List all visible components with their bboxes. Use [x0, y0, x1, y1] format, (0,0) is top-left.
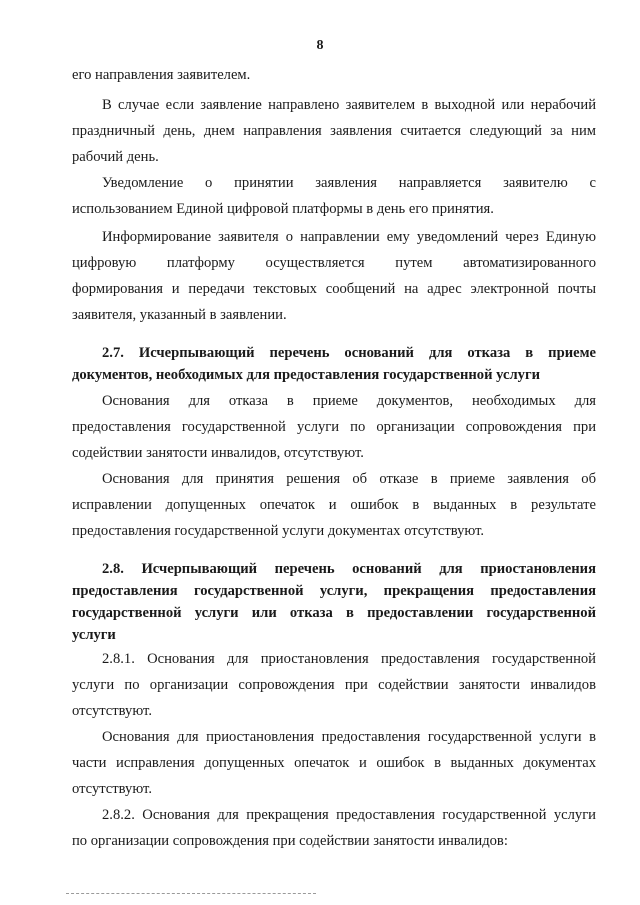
paragraph-line: отсутствуют.	[72, 781, 152, 797]
paragraph-line: предоставления государственной услуги документах отсутствуют.	[72, 523, 485, 539]
paragraph-line: Основания для принятия решения об отказе в приеме заявления об	[102, 471, 596, 487]
section-heading-2-8: услуги	[72, 627, 116, 643]
paragraph-line: использованием Единой цифровой платформы в день его принятия.	[72, 201, 494, 217]
paragraph-line: услуги по организации сопровождения при содействии занятости инвалидов	[72, 677, 596, 693]
paragraph-line: его направления заявителем.	[72, 67, 251, 83]
paragraph-line: Основания для отказа в приеме документов, необходимых для	[102, 393, 596, 409]
paragraph-line: рабочий день.	[72, 149, 159, 165]
paragraph-line: заявителя, указанный в заявлении.	[72, 307, 287, 323]
page-number: 8	[316, 38, 324, 53]
paragraph-line: Уведомление о принятии заявления направляется заявителю с	[102, 175, 596, 191]
paragraph-line: 2.8.1. Основания для приостановления предоставления государственной	[102, 651, 596, 667]
paragraph-line: В случае если заявление направлено заявителем в выходной или нерабочий	[102, 97, 596, 113]
paragraph-line: 2.8.2. Основания для прекращения предоставления государственной услуги	[102, 807, 596, 823]
paragraph-line: формирования и передачи текстовых сообщений на адрес электронной почты	[72, 281, 596, 297]
paragraph-line: по организации сопровождения при содействии занятости инвалидов:	[72, 833, 508, 849]
paragraph-line: праздничный день, днем направления заявления считается следующий за ним	[72, 123, 596, 139]
paragraph-line: цифровую платформу осуществляется путем автоматизированного	[72, 255, 596, 271]
paragraph-line: Информирование заявителя о направлении ему уведомлений через Единую	[102, 229, 596, 245]
paragraph-line: предоставления государственной услуги по организации сопровождения при	[72, 419, 596, 435]
paragraph-line: Основания для приостановления предоставления государственной услуги в	[102, 729, 596, 745]
section-heading-2-8: предоставления государственной услуги, прекращения предоставления	[72, 583, 596, 599]
section-heading-2-7: 2.7. Исчерпывающий перечень оснований для отказа в приеме	[102, 345, 596, 361]
footer-divider	[66, 893, 316, 894]
paragraph-line: отсутствуют.	[72, 703, 152, 719]
paragraph-line: содействии занятости инвалидов, отсутствуют.	[72, 445, 364, 461]
section-heading-2-8: государственной услуги или отказа в предоставлении государственной	[72, 605, 596, 621]
section-heading-2-7: документов, необходимых для предоставления государственной услуги	[72, 367, 540, 383]
paragraph-line: исправлении допущенных опечаток и ошибок в выданных в результате	[72, 497, 596, 513]
section-heading-2-8: 2.8. Исчерпывающий перечень оснований для приостановления	[102, 561, 596, 577]
paragraph-line: части исправления допущенных опечаток и ошибок в выданных документах	[72, 755, 596, 771]
